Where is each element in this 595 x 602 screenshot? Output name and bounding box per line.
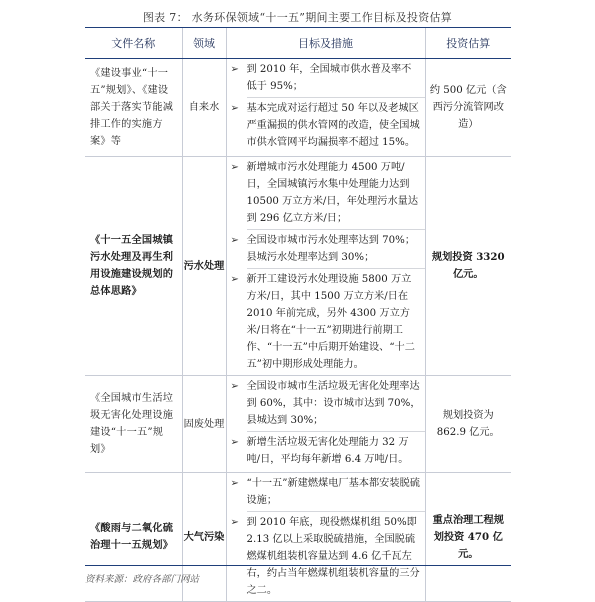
goal-divider [247,511,425,512]
figure-title: 图表 7： 水务环保领域“十一五”期间主要工作目标及投资估算 [142,11,453,24]
investment-cell: 约 500 亿元（含西污分流管网改造） [425,59,511,157]
arrow-bullet-icon: ➢ [230,274,239,285]
goal-divider [247,97,425,98]
domain-cell: 大气污染 [182,473,226,602]
goals-table [85,28,511,602]
table-header-row [85,28,511,59]
arrow-bullet-icon: ➢ [230,517,239,528]
goal-item: ➢ 基本完成对运行超过 50 年以及老城区严重漏损的供水管网的改造，使全国城市供水管网平均漏损率不超过 15%。 [227,100,425,151]
col-header-file: 文件名称 [85,28,182,59]
investment-cell: 规划投资为 862.9 亿元。 [425,376,511,473]
table-row [85,157,511,376]
arrow-bullet-icon: ➢ [230,478,239,489]
goal-item: ➢ 全国设市城市生活垃圾无害化处理率达到 60%，其中：设市城市达到 70%，县城达到 30%； [227,378,425,429]
goal-item: ➢ “十一五”新建燃煤电厂基本都安装脱硫设施； [227,475,425,509]
investment-cell: 规划投资 3320 亿元。 [425,157,511,376]
goal-item: ➢ 新增生活垃圾无害化处理能力 32 万吨/日，平均每年新增 6.4 万吨/日。 [227,434,425,468]
arrow-bullet-icon: ➢ [230,103,239,114]
file-cell: 《酸雨与二氧化硫治理十一五规划》 [85,473,182,602]
goal-divider [247,431,425,432]
goal-item: ➢ 到 2010 年底，现役燃煤机组 50%即 2.13 亿以上采取脱硫措施，全国脱硫燃煤机组装机容量达到 4.6 亿千瓦左右，约占当年燃煤机组装机容量的三分之二。 [227,514,425,599]
goal-divider [247,268,425,269]
goal-item: ➢ 全国设市城市污水处理率达到 70%；县城污水处理率达到 30%； [227,232,425,266]
arrow-bullet-icon: ➢ [230,162,239,173]
domain-cell: 污水处理 [182,157,226,376]
source-note: 资料来源：政府各部门网站 [85,574,200,585]
table-bottom-rule [85,565,511,566]
arrow-bullet-icon: ➢ [230,381,239,392]
file-cell: 《十一五全国城镇污水处理及再生利用设施建设规划的总体思路》 [85,157,182,376]
file-cell: 《全国城市生活垃圾无害化处理设施建设“十一五”规划》 [85,376,182,473]
table-row [85,59,511,157]
goals-cell [226,59,425,157]
goal-divider [247,229,425,230]
goal-item: ➢ 新开工建设污水处理设施 5800 万立方米/日，其中 1500 万立方米/日在 2010 年前完成，另外 4300 万立方米/日将在“十一五”初期进行前期工作、“十一五”中后期开始建设、“十二五”初中期形成处理能力。 [227,271,425,373]
goals-cell [226,376,425,473]
domain-cell: 固废处理 [182,376,226,473]
arrow-bullet-icon: ➢ [230,437,239,448]
goals-cell [226,157,425,376]
goals-cell [226,473,425,602]
arrow-bullet-icon: ➢ [230,235,239,246]
goal-item: ➢ 新增城市污水处理能力 4500 万吨/日，全国城镇污水集中处理能力达到 10500 万立方米/日，年处理污水量达到 296 亿立方米/日； [227,159,425,227]
goal-item: ➢ 到 2010 年，全国城市供水普及率不低于 95%； [227,61,425,95]
investment-cell: 重点治理工程规划投资 470 亿元。 [425,473,511,602]
col-header-goals: 目标及措施 [226,28,425,59]
col-header-investment: 投资估算 [425,28,511,59]
arrow-bullet-icon: ➢ [230,64,239,75]
col-header-domain: 领域 [182,28,226,59]
file-cell: 《建设事业“十一五”规划》、《建设部关于落实节能减排工作的实施方案》等 [85,59,182,157]
domain-cell: 自来水 [182,59,226,157]
table-row [85,376,511,473]
